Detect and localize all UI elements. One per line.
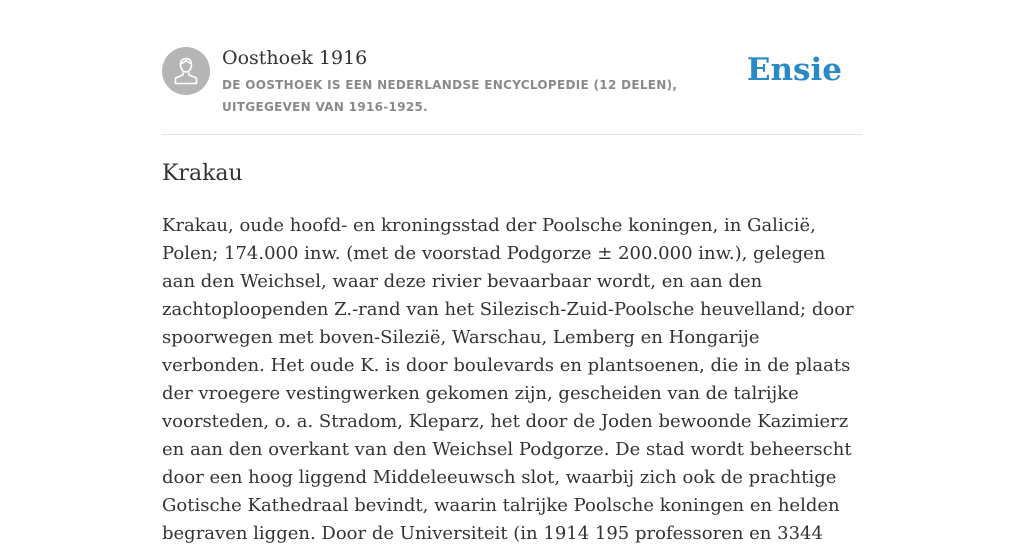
user-icon bbox=[162, 47, 210, 95]
source-header bbox=[162, 0, 862, 135]
source-info bbox=[222, 46, 762, 118]
source-description: DE OOSTHOEK IS EEN NEDERLANDSE ENCYCLOPEDIE (12 DELEN), UITGEGEVEN VAN 1916-1925. bbox=[222, 78, 678, 114]
ensie-logo-link[interactable]: Ensie bbox=[746, 52, 842, 88]
article-body: Krakau, oude hoofd- en kroningsstad der Poolsche koningen, in Galicië, Polen; 174.000 inw. (met de voorstad Podgorze ± 200.000 inw.), gelegen aan den Weichsel, waar deze rivier bevaarbaar wordt, en aan den zachtoploopenden Z.-rand van het Silezisch-Zuid-Poolsche heuvelland; door spoorwegen met boven-Silezië, Warschau, Lemberg en Hongarije verbonden. Het oude K. is door boulevards en plantsoenen, die in de plaats der vroegere vestingwerken gekomen zijn, gescheiden van de talrijke voorsteden, o. a. Stradom, Kleparz, het door de Joden bewoonde Kazimierz en aan den overkant van den Weichsel Podgorze. De stad wordt beheerscht door een hoog liggend Middeleeuwsch slot, waarbij zich ook de prachtige Gotische Kathedraal bevindt, waarin talrijke Poolsche koningen en helden begraven liggen. Door de Universiteit (in 1914 195 professoren en 3344 bbox=[162, 215, 854, 544]
page-container bbox=[162, 0, 862, 544]
article-title: Krakau bbox=[162, 161, 243, 186]
source-title[interactable]: Oosthoek 1916 bbox=[222, 47, 368, 69]
source-avatar[interactable] bbox=[162, 47, 210, 95]
